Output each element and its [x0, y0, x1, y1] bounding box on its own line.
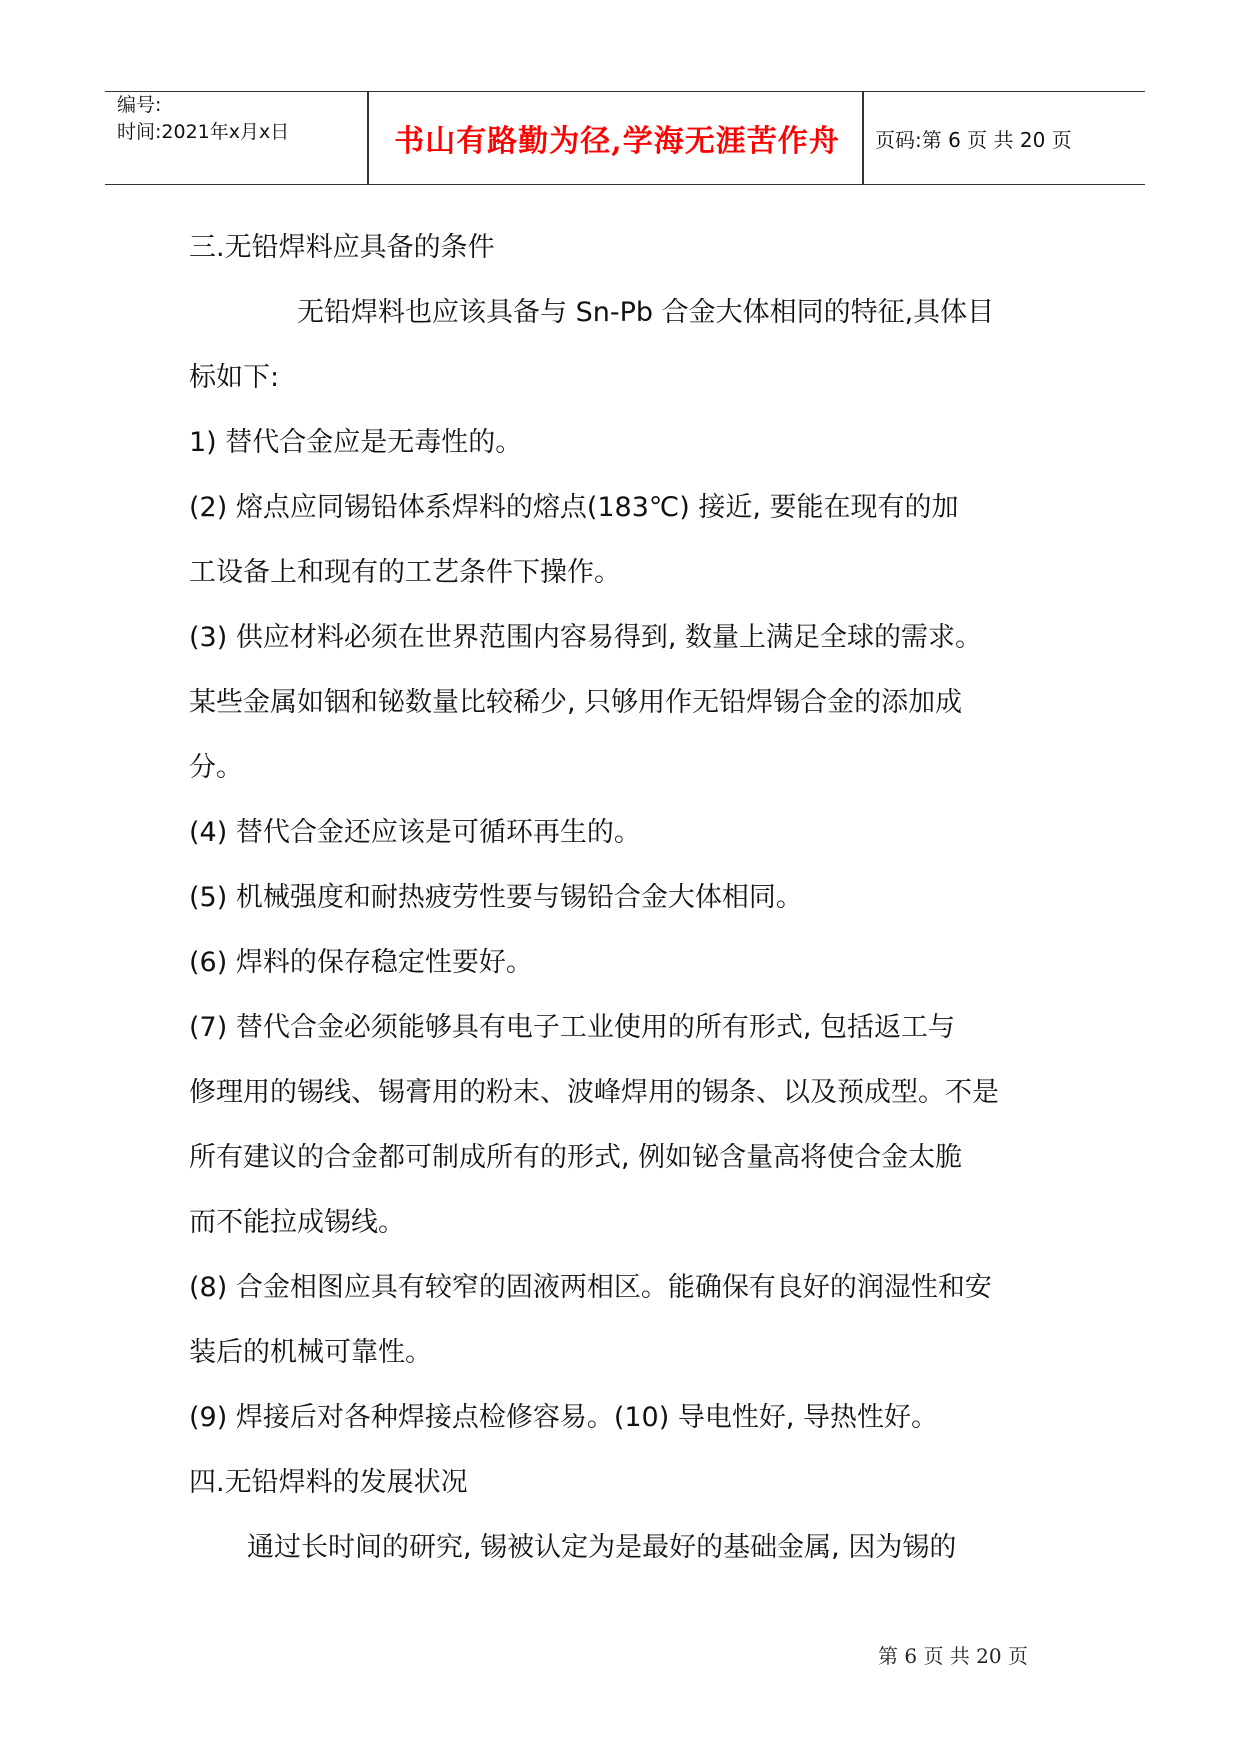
list-item: (3) 供应材料必须在世界范围内容易得到, 数量上满足全球的需求。	[189, 622, 982, 653]
paragraph-line: 某些金属如铟和铋数量比较稀少, 只够用作无铅焊锡合金的添加成	[189, 687, 963, 718]
list-item: (2) 熔点应同锡铅体系焊料的熔点(183℃) 接近, 要能在现有的加	[189, 492, 959, 523]
header-divider	[862, 92, 864, 184]
list-item: (6) 焊料的保存稳定性要好。	[189, 947, 533, 978]
paragraph-line: 工设备上和现有的工艺条件下操作。	[189, 557, 621, 588]
paragraph-line: 分。	[189, 752, 243, 783]
list-item: (4) 替代合金还应该是可循环再生的。	[189, 817, 641, 848]
footer-page-number: 第 6 页 共 20 页	[878, 1644, 1028, 1668]
list-item: (8) 合金相图应具有较窄的固液两相区。能确保有良好的润湿性和安	[189, 1272, 992, 1303]
header-meta	[117, 92, 367, 184]
section-heading: 四.无铅焊料的发展状况	[189, 1467, 468, 1498]
paragraph-line: 通过长时间的研究, 锡被认定为是最好的基础金属, 因为锡的	[247, 1532, 957, 1563]
list-item: 1) 替代合金应是无毒性的。	[189, 427, 523, 458]
header-motto: 书山有路勤为径,学海无涯苦作舟	[394, 124, 840, 159]
list-item: (5) 机械强度和耐热疲劳性要与锡铅合金大体相同。	[189, 882, 803, 913]
paragraph-line: 所有建议的合金都可制成所有的形式, 例如铋含量高将使合金太脆	[189, 1142, 963, 1173]
header-page-info: 页码:第 6 页 共 20 页	[875, 127, 1072, 152]
paragraph-line: 修理用的锡线、锡膏用的粉末、波峰焊用的锡条、以及预成型。不是	[189, 1077, 999, 1108]
document-number-label: 编号:	[117, 94, 162, 116]
list-item: (7) 替代合金必须能够具有电子工业使用的所有形式, 包括返工与	[189, 1012, 955, 1043]
page-header	[105, 91, 1145, 185]
list-item: (9) 焊接后对各种焊接点检修容易。(10) 导电性好, 导热性好。	[189, 1402, 938, 1433]
paragraph-line: 而不能拉成锡线。	[189, 1207, 405, 1238]
section-heading: 三.无铅焊料应具备的条件	[189, 232, 495, 263]
paragraph-line: 装后的机械可靠性。	[189, 1337, 432, 1368]
document-date: 时间:2021年x月x日	[117, 121, 290, 143]
paragraph-line: 标如下:	[189, 362, 280, 393]
page-footer	[0, 1640, 1241, 1670]
paragraph-line: 无铅焊料也应该具备与 Sn-Pb 合金大体相同的特征,具体目	[297, 297, 995, 328]
document-body	[189, 215, 1069, 1580]
